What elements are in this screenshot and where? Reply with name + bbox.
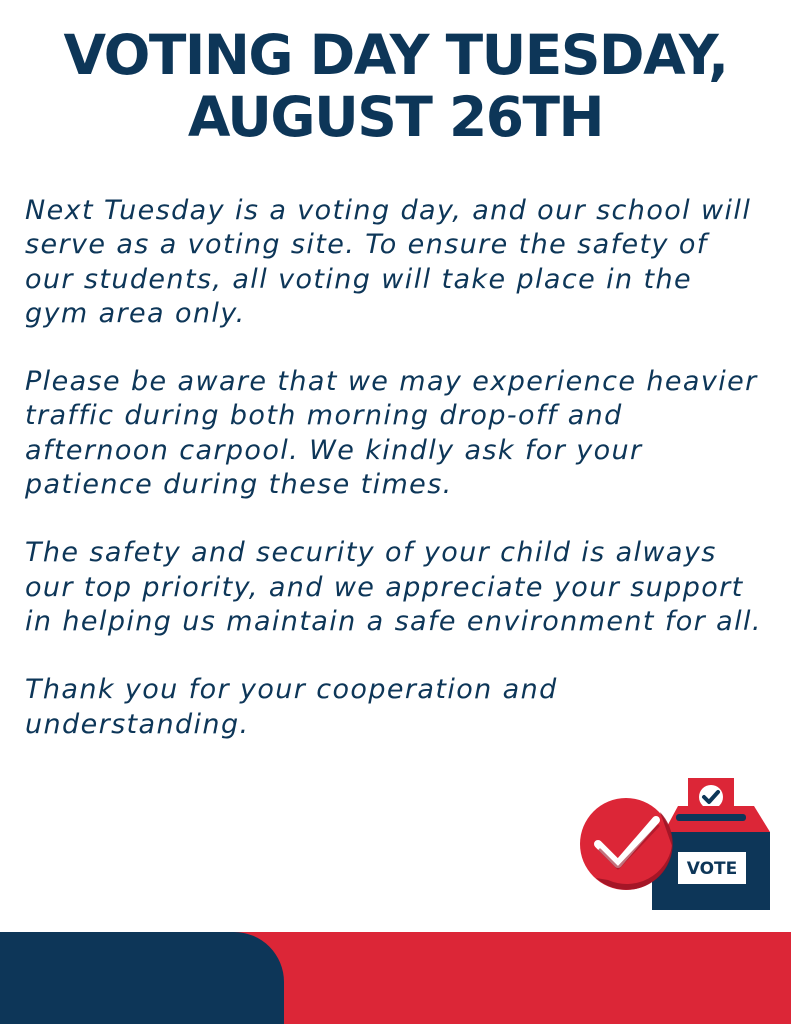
footer-navy-band [0, 932, 284, 1024]
paragraph-traffic: Please be aware that we may experience heavier traffic during both morning drop-off and afternoon carpool. We kindly ask for your patience during these times. [25, 366, 758, 501]
vote-graphic [578, 776, 774, 914]
paragraph-safety: The safety and security of your child is always our top priority, and we appreciate your support in helping us maintain a safe environment for all. [25, 537, 762, 637]
ballot-box-label: VOTE [686, 859, 738, 879]
paragraph-thanks: Thank you for your cooperation and understanding. [25, 674, 558, 740]
announcement-body [25, 194, 765, 742]
page-title [0, 24, 791, 148]
checkmark-circle-icon [580, 798, 673, 890]
title-line-2: AUGUST 26TH [187, 85, 604, 149]
title-line-1: VOTING DAY TUESDAY, [63, 23, 728, 87]
paragraph-voting-site: Next Tuesday is a voting day, and our school will serve as a voting site. To ensure the safety of our students, all voting will take place in the gym area only. [25, 195, 752, 329]
